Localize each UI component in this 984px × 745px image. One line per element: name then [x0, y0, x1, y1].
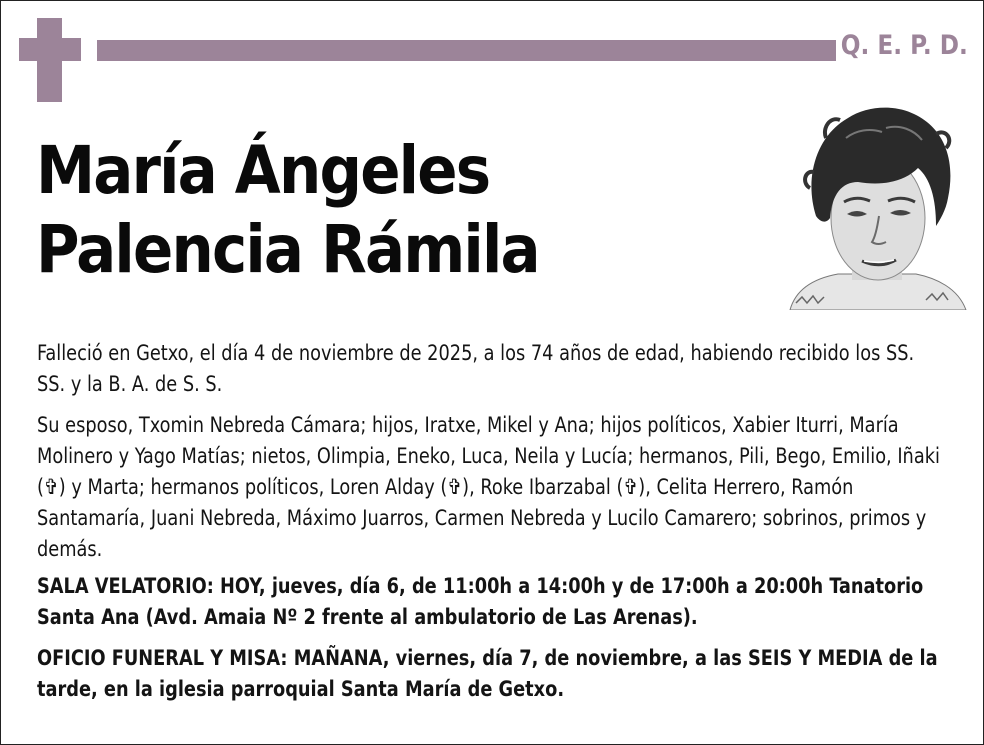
- deceased-name-line1: María Ángeles: [36, 132, 490, 209]
- funeral-info: OFICIO FUNERAL Y MISA: MAÑANA, viernes, día 7, de noviembre, a las SEIS Y MEDIA de la tarde, en la iglesia parroquial Santa María de Getxo.: [37, 646, 938, 701]
- notice-body: [37, 338, 947, 715]
- header-divider-bar: [97, 40, 836, 61]
- qepd-label: Q. E. P. D.: [840, 30, 968, 61]
- wake-info: SALA VELATORIO: HOY, jueves, día 6, de 11:00h a 14:00h y de 17:00h a 20:00h Tanatorio Santa Ana (Avd. Amaia Nº 2 frente al ambulatorio de Las Arenas).: [37, 574, 924, 629]
- portrait-photo: [786, 98, 968, 310]
- cross-icon-horizontal: [19, 38, 81, 61]
- family-list: Su esposo, Txomin Nebreda Cámara; hijos, Iratxe, Mikel y Ana; hijos políticos, Xabier Iturri, María Molinero y Yago Matías; nietos, Olimpia, Eneko, Luca, Neila y Lucía; hermanos, Pili, Bego, Emilio, Iñaki (✞) y Marta; hermanos políticos, Loren Alday (✞), Roke Ibarzabal (✞), Celita Herrero, Ramón Santamaría, Juani Nebreda, Máximo Juarros, Carmen Nebreda y Lucilo Camarero; sobrinos, primos y demás.: [37, 413, 940, 561]
- death-announcement: Falleció en Getxo, el día 4 de noviembre de 2025, a los 74 años de edad, habiendo recibido los SS. SS. y la B. A. de S. S.: [37, 341, 915, 396]
- deceased-name-line2: Palencia Rámila: [36, 211, 539, 289]
- deceased-name: [36, 131, 539, 289]
